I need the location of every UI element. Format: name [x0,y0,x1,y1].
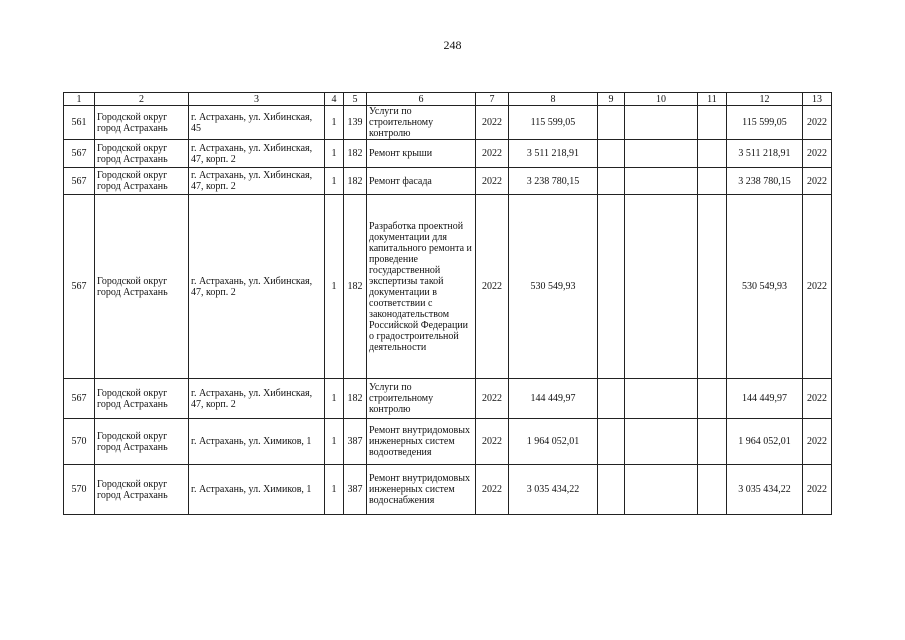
cell-col10 [625,465,698,515]
cell-number: 567 [64,168,95,195]
cell-work-type: Услуги по строительному контролю [367,379,476,419]
column-header: 11 [698,93,727,106]
cell-col5: 387 [344,419,367,465]
column-header: 6 [367,93,476,106]
cell-address: г. Астрахань, ул. Химиков, 1 [189,465,325,515]
cell-municipality: Городской округ город Астрахань [95,106,189,140]
cell-year: 2022 [476,106,509,140]
cell-number: 567 [64,140,95,168]
table-row [64,379,832,419]
table-row [64,140,832,168]
cell-number: 567 [64,195,95,379]
cell-number: 567 [64,379,95,419]
cell-col4: 1 [325,379,344,419]
column-header: 5 [344,93,367,106]
table-row [64,419,832,465]
cell-col11 [698,379,727,419]
column-header: 13 [803,93,832,106]
cell-col13: 2022 [803,419,832,465]
column-header: 2 [95,93,189,106]
cell-col13: 2022 [803,106,832,140]
cell-total: 3 035 434,22 [509,465,598,515]
cell-col12: 115 599,05 [727,106,803,140]
cell-col4: 1 [325,168,344,195]
table-row [64,195,832,379]
cell-address: г. Астрахань, ул. Хибинская, 47, корп. 2 [189,140,325,168]
cell-col11 [698,168,727,195]
cell-work-type: Ремонт крыши [367,140,476,168]
cell-col5: 182 [344,168,367,195]
cell-col10 [625,195,698,379]
cell-col10 [625,379,698,419]
cell-col4: 1 [325,140,344,168]
cell-year: 2022 [476,419,509,465]
cell-municipality: Городской округ город Астрахань [95,465,189,515]
cell-col9 [598,106,625,140]
cell-municipality: Городской округ город Астрахань [95,195,189,379]
cell-work-type: Разработка проектной документации для капитального ремонта и проведение государственной экспертизы такой документации в соответствии с законодательством Российской Федерации о градостроительной деятельности [367,195,476,379]
cell-col12: 1 964 052,01 [727,419,803,465]
cell-col9 [598,465,625,515]
cell-year: 2022 [476,140,509,168]
table-row [64,106,832,140]
cell-col11 [698,465,727,515]
cell-col10 [625,140,698,168]
cell-col11 [698,195,727,379]
cell-col5: 182 [344,379,367,419]
cell-col12: 3 511 218,91 [727,140,803,168]
cell-col4: 1 [325,195,344,379]
cell-col9 [598,195,625,379]
cell-col11 [698,419,727,465]
cell-work-type: Ремонт внутридомовых инженерных систем водоснабжения [367,465,476,515]
cell-col12: 144 449,97 [727,379,803,419]
column-header: 1 [64,93,95,106]
cell-work-type: Ремонт фасада [367,168,476,195]
cell-year: 2022 [476,195,509,379]
cell-col10 [625,106,698,140]
cell-number: 570 [64,465,95,515]
column-header: 8 [509,93,598,106]
cell-col9 [598,379,625,419]
cell-address: г. Астрахань, ул. Химиков, 1 [189,419,325,465]
cell-total: 3 238 780,15 [509,168,598,195]
cell-col13: 2022 [803,195,832,379]
cell-number: 570 [64,419,95,465]
cell-year: 2022 [476,465,509,515]
cell-total: 530 549,93 [509,195,598,379]
cell-col9 [598,140,625,168]
cell-total: 1 964 052,01 [509,419,598,465]
table-row [64,465,832,515]
cell-col12: 3 238 780,15 [727,168,803,195]
cell-col11 [698,106,727,140]
cell-address: г. Астрахань, ул. Хибинская, 47, корп. 2 [189,195,325,379]
cell-col13: 2022 [803,168,832,195]
cell-address: г. Астрахань, ул. Хибинская, 47, корп. 2 [189,168,325,195]
works-table [63,92,832,515]
cell-col12: 3 035 434,22 [727,465,803,515]
cell-work-type: Ремонт внутридомовых инженерных систем водоотведения [367,419,476,465]
column-header: 12 [727,93,803,106]
cell-col13: 2022 [803,465,832,515]
cell-col10 [625,168,698,195]
cell-col9 [598,168,625,195]
cell-address: г. Астрахань, ул. Хибинская, 45 [189,106,325,140]
header-row [64,93,832,106]
cell-col10 [625,419,698,465]
column-header: 7 [476,93,509,106]
cell-col9 [598,419,625,465]
cell-municipality: Городской округ город Астрахань [95,168,189,195]
cell-municipality: Городской округ город Астрахань [95,379,189,419]
cell-col4: 1 [325,106,344,140]
cell-total: 115 599,05 [509,106,598,140]
cell-col12: 530 549,93 [727,195,803,379]
cell-year: 2022 [476,379,509,419]
column-header: 4 [325,93,344,106]
cell-total: 3 511 218,91 [509,140,598,168]
cell-municipality: Городской округ город Астрахань [95,419,189,465]
column-header: 10 [625,93,698,106]
cell-col4: 1 [325,465,344,515]
cell-col13: 2022 [803,379,832,419]
cell-col5: 139 [344,106,367,140]
cell-col11 [698,140,727,168]
cell-col5: 182 [344,195,367,379]
cell-col5: 182 [344,140,367,168]
table-row [64,168,832,195]
cell-col5: 387 [344,465,367,515]
cell-col13: 2022 [803,140,832,168]
cell-work-type: Услуги по строительному контролю [367,106,476,140]
cell-year: 2022 [476,168,509,195]
cell-address: г. Астрахань, ул. Хибинская, 47, корп. 2 [189,379,325,419]
cell-col4: 1 [325,419,344,465]
cell-number: 561 [64,106,95,140]
page-number: 248 [443,38,462,52]
column-header: 3 [189,93,325,106]
column-header: 9 [598,93,625,106]
cell-total: 144 449,97 [509,379,598,419]
cell-municipality: Городской округ город Астрахань [95,140,189,168]
